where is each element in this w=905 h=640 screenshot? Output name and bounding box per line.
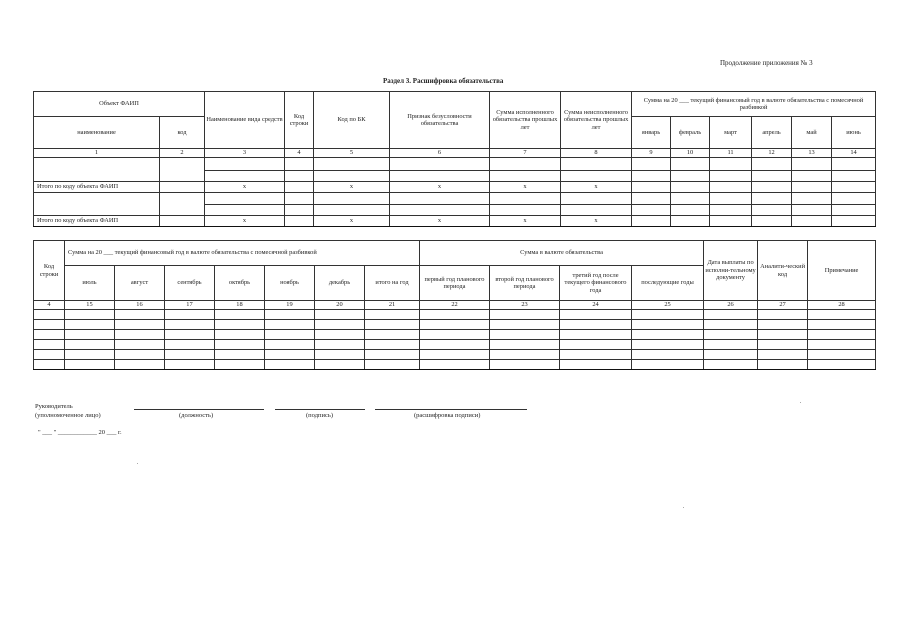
col-num: 4 — [285, 149, 314, 158]
data-cell[interactable] — [792, 193, 832, 205]
data-cell[interactable] — [671, 171, 710, 182]
data-cell[interactable] — [704, 310, 758, 320]
col-num: 26 — [704, 301, 758, 310]
data-cell[interactable] — [160, 193, 205, 216]
header-month: январь — [632, 117, 671, 149]
col-num: 4 — [34, 301, 65, 310]
col-num: 20 — [315, 301, 365, 310]
data-cell[interactable] — [265, 350, 315, 360]
data-cell[interactable] — [65, 310, 115, 320]
col-num: 13 — [792, 149, 832, 158]
data-cell[interactable] — [215, 340, 265, 350]
head-label: Руководитель — [35, 403, 73, 410]
data-cell[interactable] — [710, 216, 752, 227]
data-cell[interactable] — [314, 171, 390, 182]
data-cell[interactable] — [285, 171, 314, 182]
header-executed-sum: Сумма исполненного обязательства прошлых лет — [490, 92, 561, 149]
data-cell[interactable] — [490, 340, 560, 350]
data-cell[interactable] — [832, 205, 876, 216]
data-cell[interactable] — [560, 340, 632, 350]
sign-line[interactable] — [275, 409, 365, 410]
data-cell[interactable] — [115, 310, 165, 320]
data-cell[interactable] — [832, 171, 876, 182]
col-num: 27 — [758, 301, 808, 310]
header-code: код — [160, 117, 205, 149]
data-cell[interactable] — [752, 193, 792, 205]
total-label: Итого по коду объекта ФАИП — [34, 182, 160, 193]
col-num: 2 — [160, 149, 205, 158]
data-cell[interactable] — [704, 350, 758, 360]
data-cell[interactable] — [165, 320, 215, 330]
header-month: август — [115, 266, 165, 301]
data-cell[interactable] — [314, 193, 390, 205]
data-cell[interactable] — [704, 340, 758, 350]
data-cell[interactable] — [808, 350, 876, 360]
data-cell[interactable] — [315, 310, 365, 320]
header-month: март — [710, 117, 752, 149]
data-cell[interactable] — [632, 193, 671, 205]
data-cell[interactable] — [205, 193, 285, 205]
data-cell[interactable] — [420, 350, 490, 360]
data-cell[interactable] — [65, 320, 115, 330]
data-cell[interactable] — [160, 182, 205, 193]
header-row-code: Код строки — [285, 92, 314, 149]
data-cell[interactable] — [490, 158, 561, 171]
header-month: сентябрь — [165, 266, 215, 301]
col-num: 12 — [752, 149, 792, 158]
data-cell[interactable] — [265, 320, 315, 330]
header-plan-year-2: второй год планового периода — [490, 266, 560, 301]
data-cell[interactable] — [65, 340, 115, 350]
data-cell[interactable] — [560, 360, 632, 370]
data-cell[interactable] — [710, 205, 752, 216]
col-num: 16 — [115, 301, 165, 310]
data-cell[interactable] — [165, 310, 215, 320]
continuation-note: Продолжение приложения № 3 — [720, 59, 813, 67]
data-cell[interactable] — [832, 182, 876, 193]
data-cell[interactable] — [315, 340, 365, 350]
data-cell[interactable] — [365, 350, 420, 360]
data-cell[interactable] — [561, 171, 632, 182]
data-cell[interactable] — [205, 205, 285, 216]
header-fund-kind: Наименование вида средств — [205, 92, 285, 149]
col-num: 8 — [561, 149, 632, 158]
data-cell[interactable] — [490, 330, 560, 340]
data-cell[interactable] — [115, 360, 165, 370]
col-num: 10 — [671, 149, 710, 158]
x-mark: x — [561, 182, 632, 193]
header-name: наименование — [34, 117, 160, 149]
data-cell[interactable] — [365, 320, 420, 330]
header-bk-code: Код по БК — [314, 92, 390, 149]
col-num: 9 — [632, 149, 671, 158]
col-num: 5 — [314, 149, 390, 158]
header-unexecuted-sum: Сумма неисполненного обязательства прошлых лет — [561, 92, 632, 149]
data-cell[interactable] — [792, 216, 832, 227]
data-cell[interactable] — [115, 330, 165, 340]
header-monthly-group: Сумма на 20 ___ текущий финансовый год в валюте обязательства с помесячной разбивкой — [65, 241, 420, 266]
data-cell[interactable] — [285, 158, 314, 171]
col-num: 21 — [365, 301, 420, 310]
data-cell[interactable] — [34, 193, 160, 216]
data-cell[interactable] — [792, 205, 832, 216]
data-cell[interactable] — [490, 350, 560, 360]
sign-caption: (подпись) — [306, 412, 333, 419]
data-cell[interactable] — [758, 360, 808, 370]
data-cell[interactable] — [752, 182, 792, 193]
data-cell[interactable] — [671, 205, 710, 216]
data-cell[interactable] — [265, 360, 315, 370]
data-cell[interactable] — [752, 158, 792, 171]
data-cell[interactable] — [671, 193, 710, 205]
header-month: июль — [65, 266, 115, 301]
data-cell[interactable] — [285, 216, 314, 227]
header-analytic-code: Аналити-ческий код — [758, 241, 808, 301]
header-monthly-group: Сумма на 20 ___ текущий финансовый год в валюте обязательства с помесячной разбивкой — [632, 92, 876, 117]
data-cell[interactable] — [490, 205, 561, 216]
col-num: 11 — [710, 149, 752, 158]
data-cell[interactable] — [215, 330, 265, 340]
date-line[interactable]: " ___ " ____________ 20 ___ г. — [38, 429, 122, 436]
col-num: 1 — [34, 149, 160, 158]
data-cell[interactable] — [115, 340, 165, 350]
data-cell[interactable] — [34, 158, 160, 182]
header-plan-year-1: первый год планового периода — [420, 266, 490, 301]
data-cell[interactable] — [490, 171, 561, 182]
data-cell[interactable] — [315, 320, 365, 330]
decode-caption: (расшифровка подписи) — [414, 412, 481, 419]
data-cell[interactable] — [832, 193, 876, 205]
total-label: Итого по коду объекта ФАИП — [34, 216, 160, 227]
data-cell[interactable] — [365, 340, 420, 350]
data-cell[interactable] — [560, 320, 632, 330]
data-cell[interactable] — [632, 182, 671, 193]
data-cell[interactable] — [808, 340, 876, 350]
data-cell[interactable] — [561, 158, 632, 171]
decode-line[interactable] — [375, 409, 527, 410]
data-cell[interactable] — [808, 330, 876, 340]
x-mark: x — [205, 216, 285, 227]
data-cell[interactable] — [34, 310, 65, 320]
header-note: Примечание — [808, 241, 876, 301]
obligation-table-part2 — [33, 240, 876, 370]
col-num: 22 — [420, 301, 490, 310]
x-mark: x — [561, 216, 632, 227]
header-payment-date: Дата выплаты по исполни-тельному документу — [704, 241, 758, 301]
col-num: 3 — [205, 149, 285, 158]
data-cell[interactable] — [215, 360, 265, 370]
data-cell[interactable] — [315, 360, 365, 370]
header-month: апрель — [752, 117, 792, 149]
data-cell[interactable] — [671, 158, 710, 171]
data-cell[interactable] — [215, 320, 265, 330]
col-num: 6 — [390, 149, 490, 158]
data-cell[interactable] — [420, 310, 490, 320]
data-cell[interactable] — [315, 350, 365, 360]
data-cell[interactable] — [832, 158, 876, 171]
position-caption: (должность) — [179, 412, 214, 419]
data-cell[interactable] — [490, 360, 560, 370]
data-cell[interactable] — [285, 193, 314, 205]
data-cell[interactable] — [704, 360, 758, 370]
header-currency-group: Сумма в валюте обязательства — [420, 241, 704, 266]
data-cell[interactable] — [808, 310, 876, 320]
section-title: Раздел 3. Расшифровка обязательства — [383, 77, 504, 85]
col-num: 15 — [65, 301, 115, 310]
col-num: 17 — [165, 301, 215, 310]
header-faip-object: Объект ФАИП — [34, 92, 205, 117]
data-cell[interactable] — [165, 330, 215, 340]
data-cell[interactable] — [792, 171, 832, 182]
data-cell[interactable] — [704, 320, 758, 330]
x-mark: x — [390, 182, 490, 193]
col-num: 28 — [808, 301, 876, 310]
data-cell[interactable] — [490, 193, 561, 205]
data-cell[interactable] — [65, 350, 115, 360]
data-cell[interactable] — [314, 205, 390, 216]
data-cell[interactable] — [205, 171, 285, 182]
authorized-label: (уполномоченное лицо) — [35, 412, 101, 419]
header-month: декабрь — [315, 266, 365, 301]
data-cell[interactable] — [792, 158, 832, 171]
col-num: 25 — [632, 301, 704, 310]
data-cell[interactable] — [420, 330, 490, 340]
data-cell[interactable] — [315, 330, 365, 340]
data-cell[interactable] — [420, 320, 490, 330]
data-cell[interactable] — [758, 350, 808, 360]
col-num: 14 — [832, 149, 876, 158]
header-later-years: последующие годы — [632, 266, 704, 301]
data-cell[interactable] — [704, 330, 758, 340]
data-cell[interactable] — [710, 171, 752, 182]
data-cell[interactable] — [390, 158, 490, 171]
data-cell[interactable] — [34, 330, 65, 340]
data-cell[interactable] — [390, 171, 490, 182]
data-cell[interactable] — [165, 350, 215, 360]
data-cell[interactable] — [205, 158, 285, 171]
data-cell[interactable] — [632, 216, 671, 227]
data-cell[interactable] — [758, 310, 808, 320]
header-month: ноябрь — [265, 266, 315, 301]
data-cell[interactable] — [34, 350, 65, 360]
data-cell[interactable] — [632, 360, 704, 370]
data-cell[interactable] — [490, 320, 560, 330]
header-year-total: итого на год — [365, 266, 420, 301]
data-cell[interactable] — [390, 205, 490, 216]
data-cell[interactable] — [792, 182, 832, 193]
header-month: май — [792, 117, 832, 149]
header-month: февраль — [671, 117, 710, 149]
data-cell[interactable] — [65, 360, 115, 370]
obligation-table-part1 — [33, 91, 876, 227]
position-line[interactable] — [134, 409, 264, 410]
data-cell[interactable] — [632, 340, 704, 350]
data-cell[interactable] — [632, 310, 704, 320]
header-indisputable: Признак безусловности обязательства — [390, 92, 490, 149]
data-cell[interactable] — [710, 182, 752, 193]
data-cell[interactable] — [115, 350, 165, 360]
col-num: 19 — [265, 301, 315, 310]
data-cell[interactable] — [165, 340, 215, 350]
header-month: июнь — [832, 117, 876, 149]
data-cell[interactable] — [34, 360, 65, 370]
data-cell[interactable] — [265, 310, 315, 320]
data-cell[interactable] — [65, 330, 115, 340]
data-cell[interactable] — [632, 171, 671, 182]
data-cell[interactable] — [710, 193, 752, 205]
data-cell[interactable] — [632, 350, 704, 360]
x-mark: x — [205, 182, 285, 193]
data-cell[interactable] — [560, 330, 632, 340]
data-cell[interactable] — [632, 158, 671, 171]
x-mark: x — [314, 182, 390, 193]
data-cell[interactable] — [215, 350, 265, 360]
data-cell[interactable] — [365, 310, 420, 320]
data-cell[interactable] — [710, 158, 752, 171]
data-cell[interactable] — [34, 320, 65, 330]
data-cell[interactable] — [671, 182, 710, 193]
data-cell[interactable] — [160, 216, 205, 227]
data-cell[interactable] — [265, 330, 315, 340]
x-mark: x — [390, 216, 490, 227]
data-cell[interactable] — [832, 216, 876, 227]
data-cell[interactable] — [115, 320, 165, 330]
data-cell[interactable] — [752, 205, 792, 216]
data-cell[interactable] — [632, 330, 704, 340]
data-cell[interactable] — [215, 310, 265, 320]
data-cell[interactable] — [752, 171, 792, 182]
data-cell[interactable] — [365, 330, 420, 340]
data-cell[interactable] — [365, 360, 420, 370]
header-month: октябрь — [215, 266, 265, 301]
data-cell[interactable] — [758, 330, 808, 340]
header-row-code: Код строки — [34, 241, 65, 301]
col-num: 7 — [490, 149, 561, 158]
data-cell[interactable] — [265, 340, 315, 350]
data-cell[interactable] — [420, 360, 490, 370]
data-cell[interactable] — [165, 360, 215, 370]
x-mark: x — [314, 216, 390, 227]
col-num: 23 — [490, 301, 560, 310]
col-num: 24 — [560, 301, 632, 310]
data-cell[interactable] — [160, 158, 205, 182]
x-mark: x — [490, 216, 561, 227]
data-cell[interactable] — [561, 193, 632, 205]
data-cell[interactable] — [632, 320, 704, 330]
data-cell[interactable] — [560, 310, 632, 320]
data-cell[interactable] — [561, 205, 632, 216]
data-cell[interactable] — [285, 205, 314, 216]
data-cell[interactable] — [34, 340, 65, 350]
data-cell[interactable] — [752, 216, 792, 227]
header-plan-year-3: третий год после текущего финансового года — [560, 266, 632, 301]
data-cell[interactable] — [285, 182, 314, 193]
data-cell[interactable] — [390, 193, 490, 205]
data-cell[interactable] — [758, 340, 808, 350]
col-num: 18 — [215, 301, 265, 310]
data-cell[interactable] — [632, 205, 671, 216]
data-cell[interactable] — [490, 310, 560, 320]
data-cell[interactable] — [671, 216, 710, 227]
data-cell[interactable] — [420, 340, 490, 350]
data-cell[interactable] — [560, 350, 632, 360]
data-cell[interactable] — [314, 158, 390, 171]
data-cell[interactable] — [808, 360, 876, 370]
x-mark: x — [490, 182, 561, 193]
data-cell[interactable] — [808, 320, 876, 330]
data-cell[interactable] — [758, 320, 808, 330]
